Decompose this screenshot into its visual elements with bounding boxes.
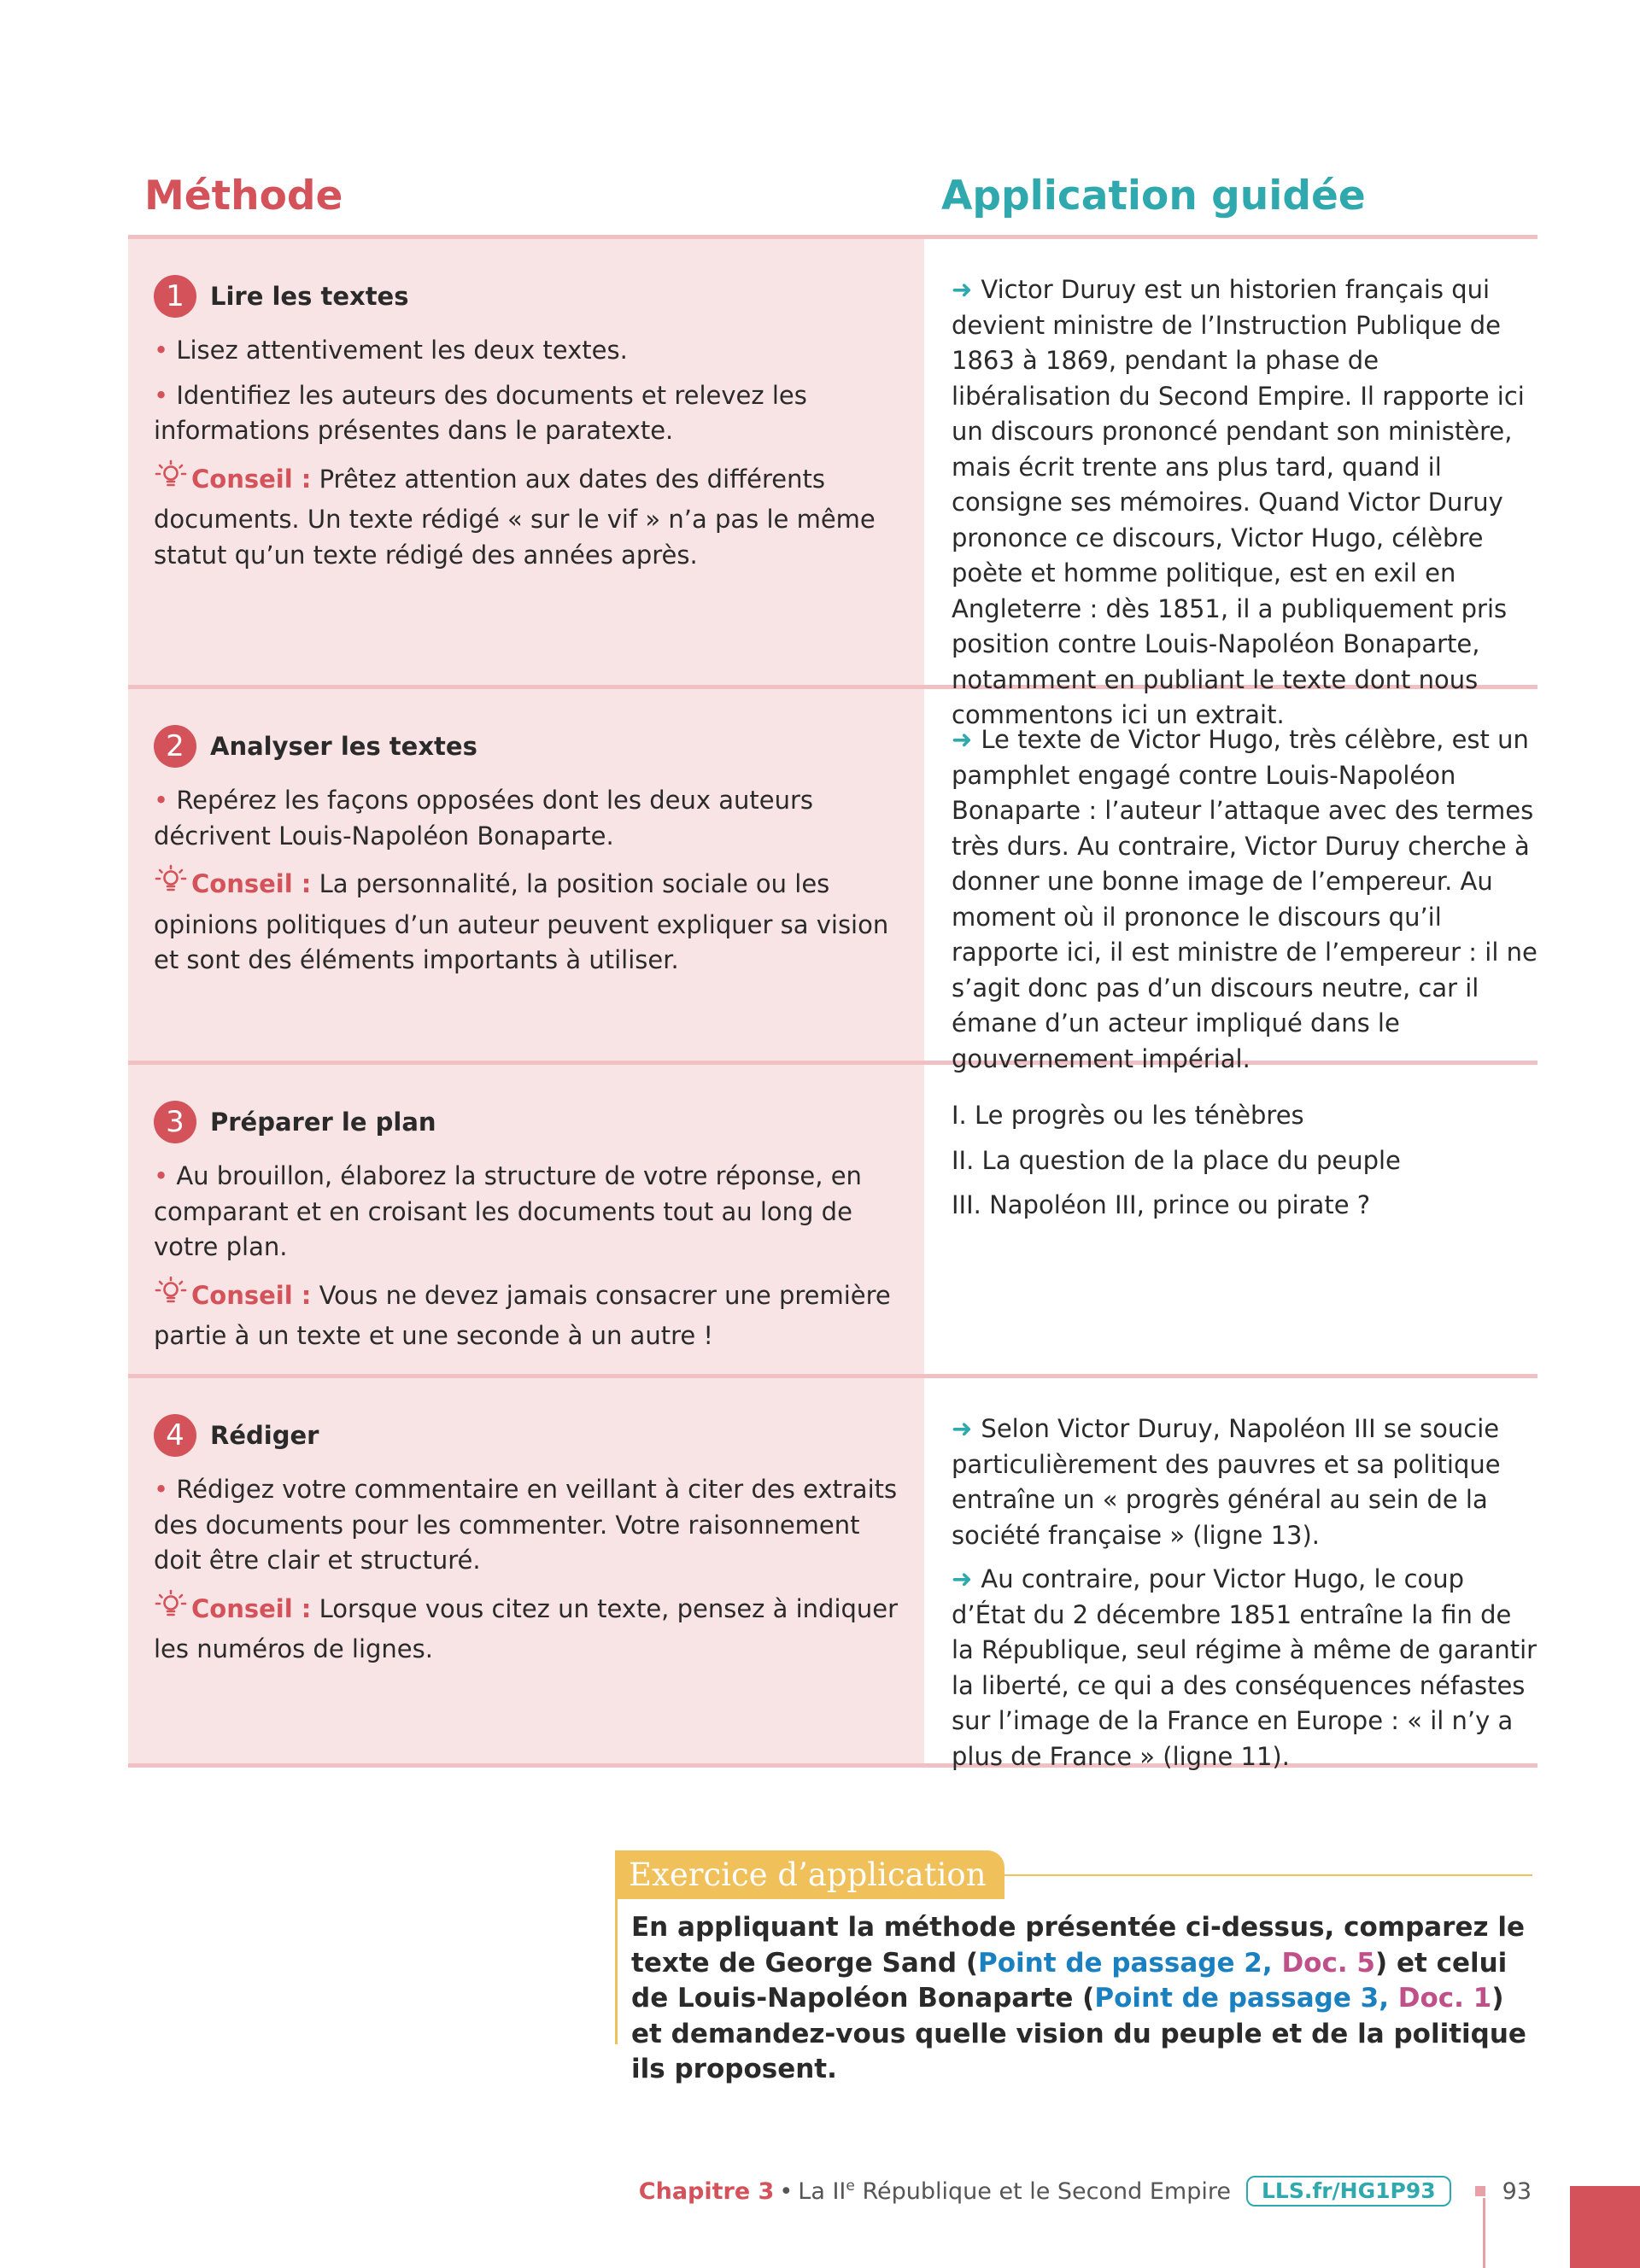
arrow-right-icon: ➜ bbox=[952, 275, 981, 304]
lls-link[interactable]: LLS.fr/HG1P93 bbox=[1246, 2176, 1451, 2207]
step-number-badge: 3 bbox=[154, 1101, 196, 1143]
plan-item: III. Napoléon III, prince ou pirate ? bbox=[952, 1190, 1371, 1219]
exercise-text: En appliquant la méthode présentée ci-dessus, comparez le texte de George Sand (Point de passage 2, Doc. 5) et celui de Louis-Napoléon Bonaparte (Point de passage 3, Doc. 1) et demandez-vous quelle vision du peuple et de la politique ils proposent. bbox=[631, 1912, 1526, 2084]
bullet-item: • Lisez attentivement les deux textes. bbox=[154, 336, 628, 365]
application-paragraph: ➜ Selon Victor Duruy, Napoléon III se soucie particulièrement des pauvres et sa politique entraîne un « progrès général au sein de la société française » (ligne 13). bbox=[952, 1414, 1501, 1550]
chapter-label: Chapitre 3 bbox=[638, 2177, 775, 2205]
bullet-item: • Repérez les façons opposées dont les deux auteurs décrivent Louis-Napoléon Bonaparte. bbox=[154, 786, 813, 850]
bullet-icon: • bbox=[154, 1475, 177, 1504]
bullet-icon: • bbox=[154, 1161, 177, 1190]
conseil: Conseil : Prêtez attention aux dates des différents documents. Un texte rédigé « sur le vif » n’a pas le même statut qu’un texte rédigé des années après. bbox=[154, 459, 899, 574]
link-point-de-passage-2[interactable]: Point de passage 2, bbox=[978, 1947, 1282, 1979]
step-row-4 bbox=[128, 1378, 1538, 1771]
plan-item: II. La question de la place du peuple bbox=[952, 1145, 1401, 1175]
footer-marker bbox=[1475, 2186, 1485, 2196]
application-heading: Application guidée bbox=[941, 172, 1366, 219]
methode-heading: Méthode bbox=[144, 172, 343, 219]
arrow-right-icon: ➜ bbox=[952, 1564, 981, 1593]
conseil: Conseil : Lorsque vous citez un texte, pensez à indiquer les numéros de lignes. bbox=[154, 1588, 899, 1668]
application-paragraph: ➜ Le texte de Victor Hugo, très célèbre, est un pamphlet engagé contre Louis-Napoléon Bonaparte : l’auteur l’attaque avec des termes très durs. Au contraire, Victor Duruy cherche à donner une bonne image de l’empereur. Au moment où il prononce le discours qu’il rapporte ici, il est ministre de l’empereur : il ne s’agit donc pas d’un discours neutre, car il émane d’un acteur impliqué dans le gouvernement impérial. bbox=[952, 725, 1538, 1073]
bullet-icon: • bbox=[154, 336, 177, 365]
step-number-badge: 1 bbox=[154, 275, 196, 318]
plan-item: I. Le progrès ou les ténèbres bbox=[952, 1101, 1304, 1130]
step-title: Lire les textes bbox=[210, 282, 409, 311]
link-doc-5[interactable]: Doc. 5 bbox=[1281, 1947, 1375, 1979]
lightbulb-icon bbox=[154, 459, 188, 503]
arrow-right-icon: ➜ bbox=[952, 725, 981, 754]
lightbulb-icon bbox=[154, 1275, 188, 1319]
page-number: 93 bbox=[1502, 2177, 1532, 2205]
step-title: Préparer le plan bbox=[210, 1108, 436, 1137]
step-row-2 bbox=[128, 689, 1538, 1073]
exercise-tag: Exercice d’application bbox=[615, 1850, 1004, 1899]
application-cell-3 bbox=[924, 1065, 1538, 1374]
step-row-1 bbox=[128, 239, 1538, 729]
arrow-right-icon: ➜ bbox=[952, 1414, 981, 1443]
method-table bbox=[128, 235, 1538, 1771]
exercise-border bbox=[615, 1899, 618, 2044]
step-title: Analyser les textes bbox=[210, 732, 477, 761]
chapter-title: La IIe République et le Second Empire bbox=[798, 2177, 1231, 2205]
lightbulb-icon bbox=[154, 863, 188, 908]
bullet-icon: • bbox=[154, 380, 177, 410]
conseil: Conseil : La personnalité, la position sociale ou les opinions politiques d’un auteur peuvent expliquer sa vision et sont des éléments importants à utiliser. bbox=[154, 863, 899, 979]
step-row-3 bbox=[128, 1065, 1538, 1378]
step-number-badge: 2 bbox=[154, 725, 196, 768]
application-cell-2 bbox=[924, 689, 1538, 1073]
method-cell-4 bbox=[128, 1378, 924, 1763]
step-title: Rédiger bbox=[210, 1421, 319, 1450]
bullet-item: • Identifiez les auteurs des documents et relevez les informations présentes dans le paratexte. bbox=[154, 380, 807, 445]
link-doc-1[interactable]: Doc. 1 bbox=[1397, 1983, 1492, 2014]
page-footer bbox=[639, 2176, 1532, 2207]
method-cell-1 bbox=[128, 239, 924, 685]
bullet-icon: • bbox=[154, 786, 177, 815]
footer-vertical-rule bbox=[1483, 2198, 1485, 2268]
method-cell-3 bbox=[128, 1065, 924, 1374]
application-cell-4 bbox=[924, 1378, 1538, 1771]
conseil: Conseil : Vous ne devez jamais consacrer une première partie à un texte et une seconde à un autre ! bbox=[154, 1275, 899, 1354]
lightbulb-icon bbox=[154, 1588, 188, 1633]
application-paragraph: ➜ Victor Duruy est un historien français qui devient ministre de l’Instruction Publique de 1863 à 1869, pendant la phase de libéralisation du Second Empire. Il rapporte ici un discours prononcé pendant son ministère, mais écrit trente ans plus tard, quand il consigne ses mémoires. Quand Victor Duruy prononce ce discours, Victor Hugo, célèbre poète et homme politique, est en exil en Angleterre : dès 1851, il a publiquement pris position contre Louis-Napoléon Bonaparte, notamment en publiant le texte dont nous commentons ici un extrait. bbox=[952, 275, 1525, 729]
step-number-badge: 4 bbox=[154, 1414, 196, 1457]
exercise-divider bbox=[994, 1874, 1532, 1876]
corner-tab bbox=[1570, 2186, 1640, 2268]
footer-separator: • bbox=[779, 2177, 794, 2205]
application-cell-1 bbox=[924, 239, 1538, 729]
method-cell-2 bbox=[128, 689, 924, 1061]
bullet-item: • Au brouillon, élaborez la structure de votre réponse, en comparant et en croisant les documents tout au long de votre plan. bbox=[154, 1161, 862, 1261]
link-point-de-passage-3[interactable]: Point de passage 3, bbox=[1094, 1983, 1398, 2014]
application-paragraph: ➜ Au contraire, pour Victor Hugo, le coup d’État du 2 décembre 1851 entraîne la fin de la République, seul régime à même de garantir la liberté, ce qui a des conséquences néfastes sur l’image de la France en Europe : « il n’y a plus de France » (ligne 11). bbox=[952, 1564, 1538, 1771]
bullet-item: • Rédigez votre commentaire en veillant à citer des extraits des documents pour les commenter. Votre raisonnement doit être clair et structuré. bbox=[154, 1475, 898, 1575]
